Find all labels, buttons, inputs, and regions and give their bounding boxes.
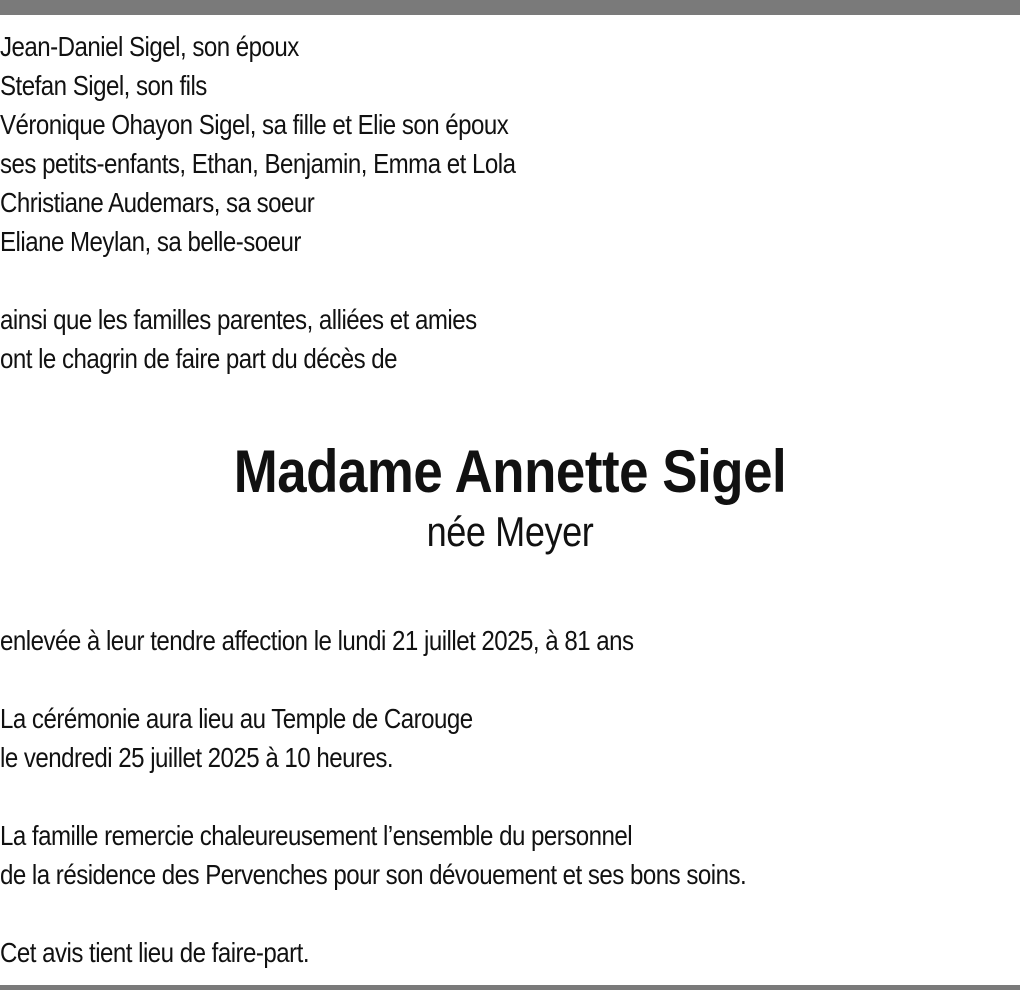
closing-line: Cet avis tient lieu de faire-part. bbox=[0, 937, 310, 968]
ceremony-line: le vendredi 25 juillet 2025 à 10 heures. bbox=[0, 742, 394, 773]
mourner-line: Stefan Sigel, son fils bbox=[0, 70, 207, 101]
deceased-maiden-name: née Meyer bbox=[426, 508, 594, 555]
spacer bbox=[0, 557, 1020, 621]
spacer bbox=[0, 660, 1020, 699]
thanks-line: La famille remercie chaleureusement l’ensemble du personnel bbox=[0, 820, 633, 851]
mourner-line: Véronique Ohayon Sigel, sa fille et Elie son époux bbox=[0, 109, 509, 140]
obituary-notice bbox=[0, 27, 1020, 972]
mourner-line: Christiane Audemars, sa soeur bbox=[0, 187, 315, 218]
intro-line: ont le chagrin de faire part du décès de bbox=[0, 343, 398, 374]
spacer bbox=[0, 378, 1020, 437]
deceased-name: Madame Annette Sigel bbox=[233, 438, 787, 505]
ceremony-line: La cérémonie aura lieu au Temple de Carouge bbox=[0, 703, 473, 734]
mourner-line: Jean-Daniel Sigel, son époux bbox=[0, 31, 299, 62]
spacer bbox=[0, 261, 1020, 300]
thanks-line: de la résidence des Pervenches pour son dévouement et ses bons soins. bbox=[0, 859, 747, 890]
death-announcement: enlevée à leur tendre affection le lundi 21 juillet 2025, à 81 ans bbox=[0, 625, 634, 656]
spacer bbox=[0, 777, 1020, 816]
intro-line: ainsi que les familles parentes, alliées et amies bbox=[0, 304, 477, 335]
bottom-rule bbox=[0, 985, 1020, 990]
mourner-line: ses petits-enfants, Ethan, Benjamin, Emma et Lola bbox=[0, 148, 516, 179]
spacer bbox=[0, 894, 1020, 933]
top-rule bbox=[0, 0, 1020, 15]
mourner-line: Eliane Meylan, sa belle-soeur bbox=[0, 226, 301, 257]
